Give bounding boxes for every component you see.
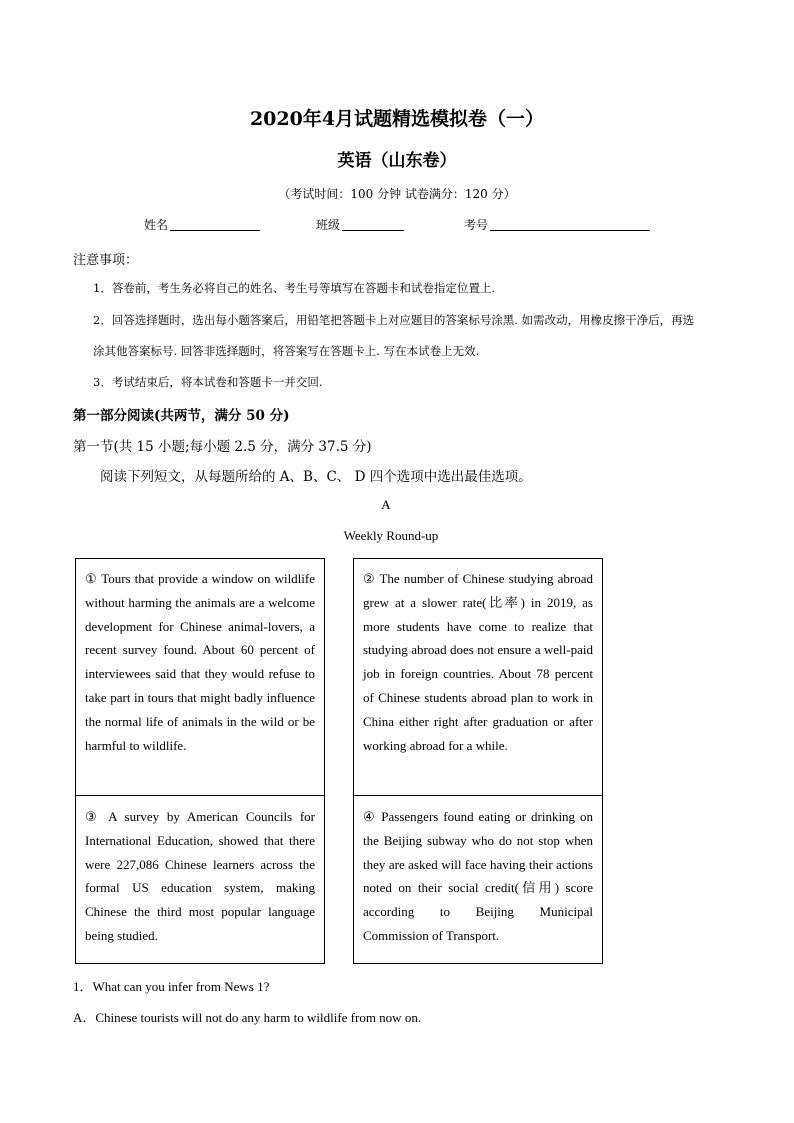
number-field[interactable] [464,216,650,233]
number-label: 考号 [464,218,489,232]
news-box-3: ③ A survey by American Councils for International Education, showed that there were 227,086 Chinese learners across the formal US education system, making Chinese the third most popular language being studied. [75,796,325,964]
name-label: 姓名 [144,218,169,232]
class-field[interactable] [316,216,404,233]
question-1-option-a[interactable]: A．Chinese tourists will not do any harm to wildlife from now on. [73,1010,422,1025]
news-box-4: ④ Passengers found eating or drinking on the Beijing subway who do not stop when they are asked will face having their actions noted on their social credit(信用) score according to Beijing Municipal Commission of Transport. [353,796,603,964]
notice-item-2-line-2: 涂其他答案标号. 回答非选择题时，将答案写在答题卡上. 写在本试卷上无效. [93,344,480,358]
class-label: 班级 [316,218,341,232]
number-blank[interactable] [490,218,650,231]
news-box-2: ② The number of Chinese studying abroad grew at a slower rate(比率) in 2019, as more students have come to realize that studying abroad does not ensure a well-paid job in foreign countries. About 78 percent of Chinese students abroad plan to work in China either right after graduation or after working abroad for a while. [353,558,603,796]
exam-title: 2020年4月试题精选模拟卷（一） [249,108,545,130]
part1-heading: 第一部分阅读(共两节，满分 50 分) [73,408,290,424]
reading-instruction: 阅读下列短文，从每题所给的 A、B、C、 D 四个选项中选出最佳选项。 [100,469,532,485]
notice-item-3: 3．考试结束后，将本试卷和答题卡一并交回. [93,375,323,389]
notice-item-2-line-1: 2．回答选择题时，选出每小题答案后，用铅笔把答题卡上对应题目的答案标号涂黑. 如需改动，用橡皮擦干净后，再选 [93,313,695,327]
notice-heading: 注意事项： [73,253,139,268]
news-box-1: ① Tours that provide a window on wildlife without harming the animals are a welcome development for Chinese animal-lovers, a recent survey found. About 60 percent of interviewees said that they would refuse to take part in tours that might badly influence the normal life of animals in the wild or be harmful to wildlife. [75,558,325,796]
exam-subtitle: 英语（山东卷） [337,151,457,171]
name-field[interactable] [144,216,260,233]
exam-time-info: （考试时间：100 分钟 试卷满分：120 分） [278,187,516,201]
section1-heading: 第一节(共 15 小题;每小题 2.5 分，满分 37.5 分) [73,439,372,455]
passage-label: A [381,497,391,512]
passage-title: Weekly Round-up [343,528,439,543]
notice-item-1: 1．答卷前，考生务必将自己的姓名、考生号等填写在答题卡和试卷指定位置上. [93,281,495,295]
class-blank[interactable] [342,218,404,231]
name-blank[interactable] [170,218,260,231]
question-1-stem: 1．What can you infer from News 1? [73,979,270,994]
